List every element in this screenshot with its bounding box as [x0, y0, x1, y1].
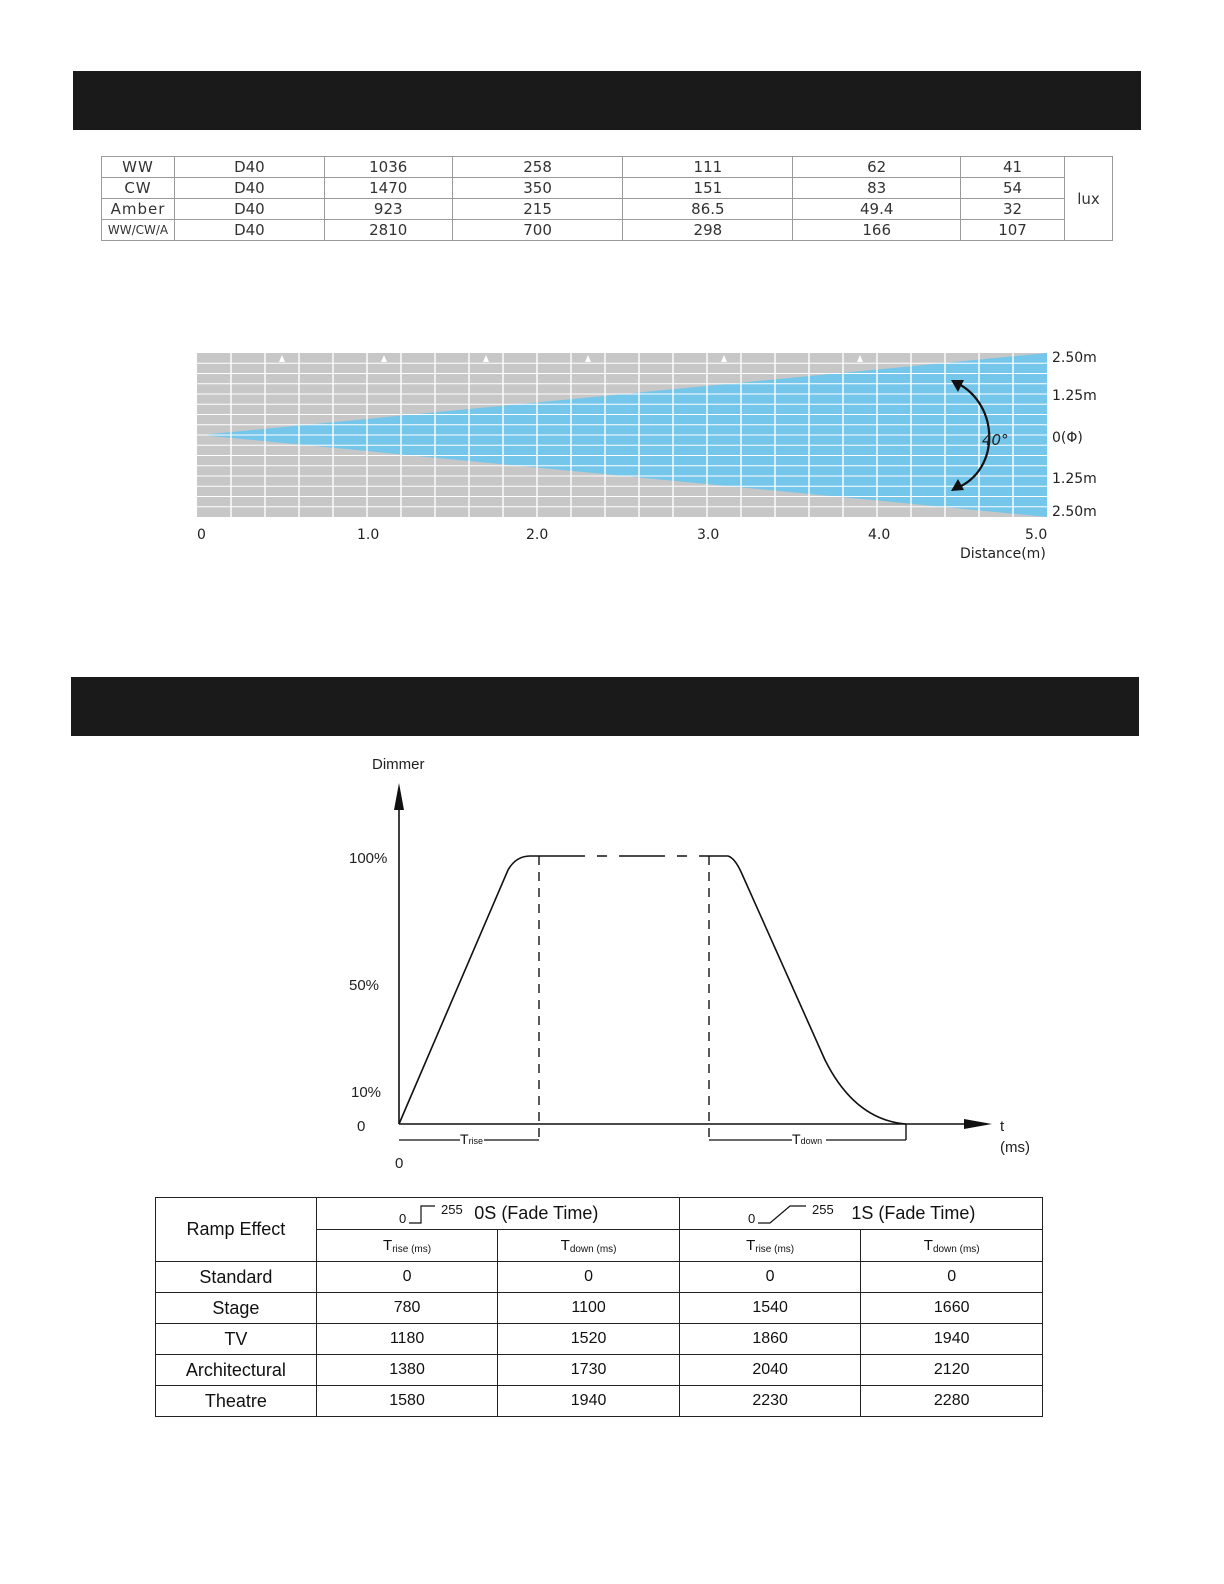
x-axis-unit: (ms)	[1000, 1139, 1030, 1156]
x-axis-label: t	[1000, 1118, 1005, 1135]
lux-value: 923	[324, 199, 452, 220]
ramp-value: 1860	[679, 1324, 861, 1355]
right-label: 2.50m	[1052, 350, 1097, 366]
subheader-t-rise: $T_{rise}$ $_{(ms)}$	[316, 1230, 498, 1262]
unit-label: lux	[1064, 157, 1112, 241]
ramp-mode-label: Standard	[156, 1262, 317, 1293]
curve-fall-segment	[709, 856, 906, 1124]
x-tick-label: 2.0	[526, 527, 549, 543]
lux-value: 32	[961, 199, 1065, 220]
lux-value: 258	[452, 157, 623, 178]
fade-group-title: 1S (Fade Time)	[851, 1202, 976, 1223]
ramp-value: 2040	[679, 1355, 861, 1386]
ramp-value: 0	[316, 1262, 498, 1293]
lux-value: 54	[961, 178, 1065, 199]
ramp-value: 780	[316, 1293, 498, 1324]
ramp-value: 0	[679, 1262, 861, 1293]
ramp-waveform-icon	[746, 1201, 846, 1227]
lux-value: 107	[961, 220, 1065, 241]
fade-group-title: 0S (Fade Time)	[474, 1202, 599, 1223]
ramp-mode-label: TV	[156, 1324, 317, 1355]
ramp-value: 2120	[861, 1355, 1043, 1386]
y-tick-label: 100%	[349, 850, 388, 867]
table-header-row	[156, 1198, 1043, 1230]
lux-value: 298	[623, 220, 793, 241]
beam-angle-label: 40°	[982, 431, 1009, 449]
svg-text:0: 0	[399, 1210, 407, 1226]
ramp-value: 1730	[498, 1355, 680, 1386]
x-axis-label: Distance(m)	[960, 546, 1046, 562]
ramp-mode-label: Theatre	[156, 1386, 317, 1417]
ramp-effect-header: Ramp Effect	[156, 1198, 317, 1262]
lux-value: 83	[793, 178, 961, 199]
curve-rise-segment	[399, 856, 539, 1124]
ramp-value: 0	[498, 1262, 680, 1293]
color-label: WW	[102, 157, 175, 178]
color-label: WW/CW/A	[102, 220, 175, 241]
lux-value: 151	[623, 178, 793, 199]
lux-value: 86.5	[623, 199, 793, 220]
ramp-mode-label: Stage	[156, 1293, 317, 1324]
right-label: 2.50m	[1052, 504, 1097, 520]
lux-value: 2810	[324, 220, 452, 241]
fade-group-header-0s	[316, 1198, 679, 1230]
right-label: 1.25m	[1052, 388, 1097, 404]
fade-group-header-1s	[679, 1198, 1042, 1230]
lux-value: 166	[793, 220, 961, 241]
ramp-value: 1540	[679, 1293, 861, 1324]
lux-value: 700	[452, 220, 623, 241]
lux-value: 350	[452, 178, 623, 199]
table-row	[156, 1386, 1043, 1417]
t-down-label: Tdown	[792, 1131, 823, 1147]
table-row	[156, 1262, 1043, 1293]
lux-value: 41	[961, 157, 1065, 178]
ramp-value: 2280	[861, 1386, 1043, 1417]
ramp-effect-table	[155, 1197, 1043, 1417]
color-label: CW	[102, 178, 175, 199]
ramp-value: 1660	[861, 1293, 1043, 1324]
x-tick-label: 1.0	[357, 527, 380, 543]
right-label: 0(Φ)	[1052, 430, 1083, 446]
subheader-t-down: $T_{down}$ $_{(ms)}$	[861, 1230, 1043, 1262]
svg-text:0: 0	[748, 1210, 756, 1226]
ramp-mode-label: Architectural	[156, 1355, 317, 1386]
y-tick-label: 0	[357, 1118, 366, 1135]
x-tick-label: 4.0	[868, 527, 891, 543]
ramp-value: 0	[861, 1262, 1043, 1293]
ramp-value: 1180	[316, 1324, 498, 1355]
y-axis-label: Dimmer	[372, 756, 425, 773]
beam-label: D40	[174, 220, 324, 241]
lux-value: 1470	[324, 178, 452, 199]
ramp-value: 1580	[316, 1386, 498, 1417]
y-axis-arrow-icon	[394, 783, 404, 810]
lux-value: 215	[452, 199, 623, 220]
table-row	[156, 1293, 1043, 1324]
lux-value: 49.4	[793, 199, 961, 220]
svg-text:255: 255	[441, 1201, 463, 1217]
beam-label: D40	[174, 199, 324, 220]
x-origin-label: 0	[395, 1155, 404, 1172]
ramp-value: 2230	[679, 1386, 861, 1417]
color-label: Amber	[102, 199, 175, 220]
table-row	[156, 1324, 1043, 1355]
x-tick-label: 0	[197, 527, 206, 543]
subheader-t-rise: $T_{rise}$ $_{(ms)}$	[679, 1230, 861, 1262]
beam-label: D40	[174, 178, 324, 199]
step-waveform-icon	[397, 1201, 469, 1227]
t-rise-label: Trise	[460, 1131, 484, 1147]
ramp-value: 1940	[861, 1324, 1043, 1355]
right-label: 1.25m	[1052, 471, 1097, 487]
y-tick-label: 10%	[351, 1084, 382, 1101]
lux-value: 1036	[324, 157, 452, 178]
beam-label: D40	[174, 157, 324, 178]
lux-value: 111	[623, 157, 793, 178]
y-tick-label: 50%	[349, 977, 380, 994]
ramp-value: 1520	[498, 1324, 680, 1355]
subheader-t-down: $T_{down}$ $_{(ms)}$	[498, 1230, 680, 1262]
svg-text:255: 255	[812, 1201, 835, 1217]
lux-value: 62	[793, 157, 961, 178]
ramp-value: 1940	[498, 1386, 680, 1417]
ramp-value: 1380	[316, 1355, 498, 1386]
table-row	[156, 1355, 1043, 1386]
x-axis-arrow-icon	[964, 1119, 992, 1129]
x-tick-label: 3.0	[697, 527, 720, 543]
ramp-value: 1100	[498, 1293, 680, 1324]
x-tick-label: 5.0	[1025, 527, 1048, 543]
